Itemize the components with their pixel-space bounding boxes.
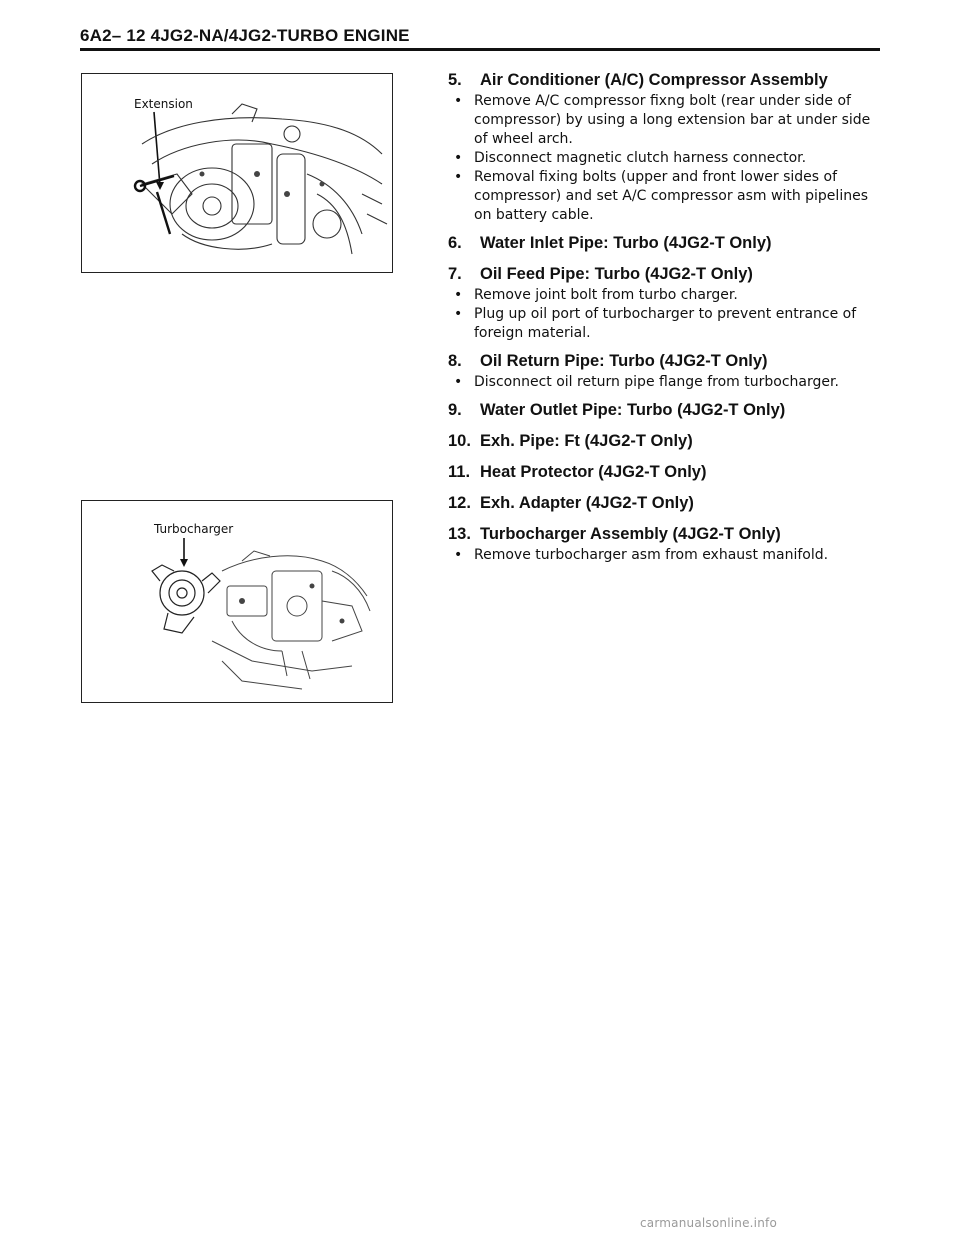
step-title: Turbocharger Assembly (4JG2-T Only): [480, 525, 781, 543]
figure-label-turbocharger: Turbocharger: [154, 522, 234, 536]
bullet-icon: •: [454, 169, 463, 185]
step-11: [448, 462, 888, 493]
step-number: 8.: [448, 352, 462, 370]
step-number: 7.: [448, 265, 462, 283]
procedure-steps: [448, 70, 888, 573]
bullet-icon: •: [454, 150, 463, 166]
step-number: 5.: [448, 71, 462, 89]
engine-illustration-compressor: [82, 74, 392, 272]
step-10: [448, 431, 888, 462]
step-number: 12.: [448, 494, 471, 512]
bullet-icon: •: [454, 93, 463, 109]
step-8: [448, 351, 888, 392]
bullet-list: [448, 92, 888, 225]
step-title: Heat Protector (4JG2-T Only): [480, 463, 707, 481]
bullet-item: • Disconnect oil return pipe flange from turbocharger.: [448, 373, 888, 392]
step-title: Water Inlet Pipe: Turbo (4JG2-T Only): [480, 234, 772, 252]
step-title: Air Conditioner (A/C) Compressor Assembly: [480, 71, 828, 89]
step-5: [448, 70, 888, 225]
figure-turbocharger: [81, 500, 393, 703]
step-number: 9.: [448, 401, 462, 419]
bullet-icon: •: [454, 306, 463, 322]
bullet-item: • Remove A/C compressor fixng bolt (rear under side of compressor) by using a long extension bar at under side of wheel arch.: [448, 92, 888, 149]
step-number: 10.: [448, 432, 471, 450]
step-number: 13.: [448, 525, 471, 543]
step-title: Exh. Adapter (4JG2-T Only): [480, 494, 694, 512]
header-rule: [80, 48, 880, 51]
step-title: Oil Feed Pipe: Turbo (4JG2-T Only): [480, 265, 753, 283]
figure-extension: [81, 73, 393, 273]
bullet-icon: •: [454, 547, 463, 563]
bullet-icon: •: [454, 287, 463, 303]
step-number: 6.: [448, 234, 462, 252]
step-title: Water Outlet Pipe: Turbo (4JG2-T Only): [480, 401, 786, 419]
bullet-item: • Remove turbocharger asm from exhaust manifold.: [448, 546, 888, 565]
bullet-item: • Remove joint bolt from turbo charger.: [448, 286, 888, 305]
step-9: [448, 400, 888, 431]
bullet-icon: •: [454, 374, 463, 390]
bullet-list: [448, 286, 888, 343]
step-title: Oil Return Pipe: Turbo (4JG2-T Only): [480, 352, 768, 370]
page-header: 6A2– 12 4JG2-NA/4JG2-TURBO ENGINE: [80, 26, 410, 45]
step-title: Exh. Pipe: Ft (4JG2-T Only): [480, 432, 693, 450]
bullet-item: • Plug up oil port of turbocharger to prevent entrance of foreign material.: [448, 305, 888, 343]
bullet-item: • Removal fixing bolts (upper and front lower sides of compressor) and set A/C compressor asm with pipelines on battery cable.: [448, 168, 888, 225]
bullet-list: [448, 373, 888, 392]
watermark: carmanualsonline.info: [640, 1216, 777, 1230]
figure-label-extension: Extension: [134, 97, 193, 111]
engine-illustration-turbocharger: [82, 501, 392, 702]
bullet-list: [448, 546, 888, 565]
step-12: [448, 493, 888, 524]
step-6: [448, 233, 888, 264]
step-number: 11.: [448, 463, 471, 481]
step-13: [448, 524, 888, 565]
step-7: [448, 264, 888, 343]
bullet-item: • Disconnect magnetic clutch harness connector.: [448, 149, 888, 168]
